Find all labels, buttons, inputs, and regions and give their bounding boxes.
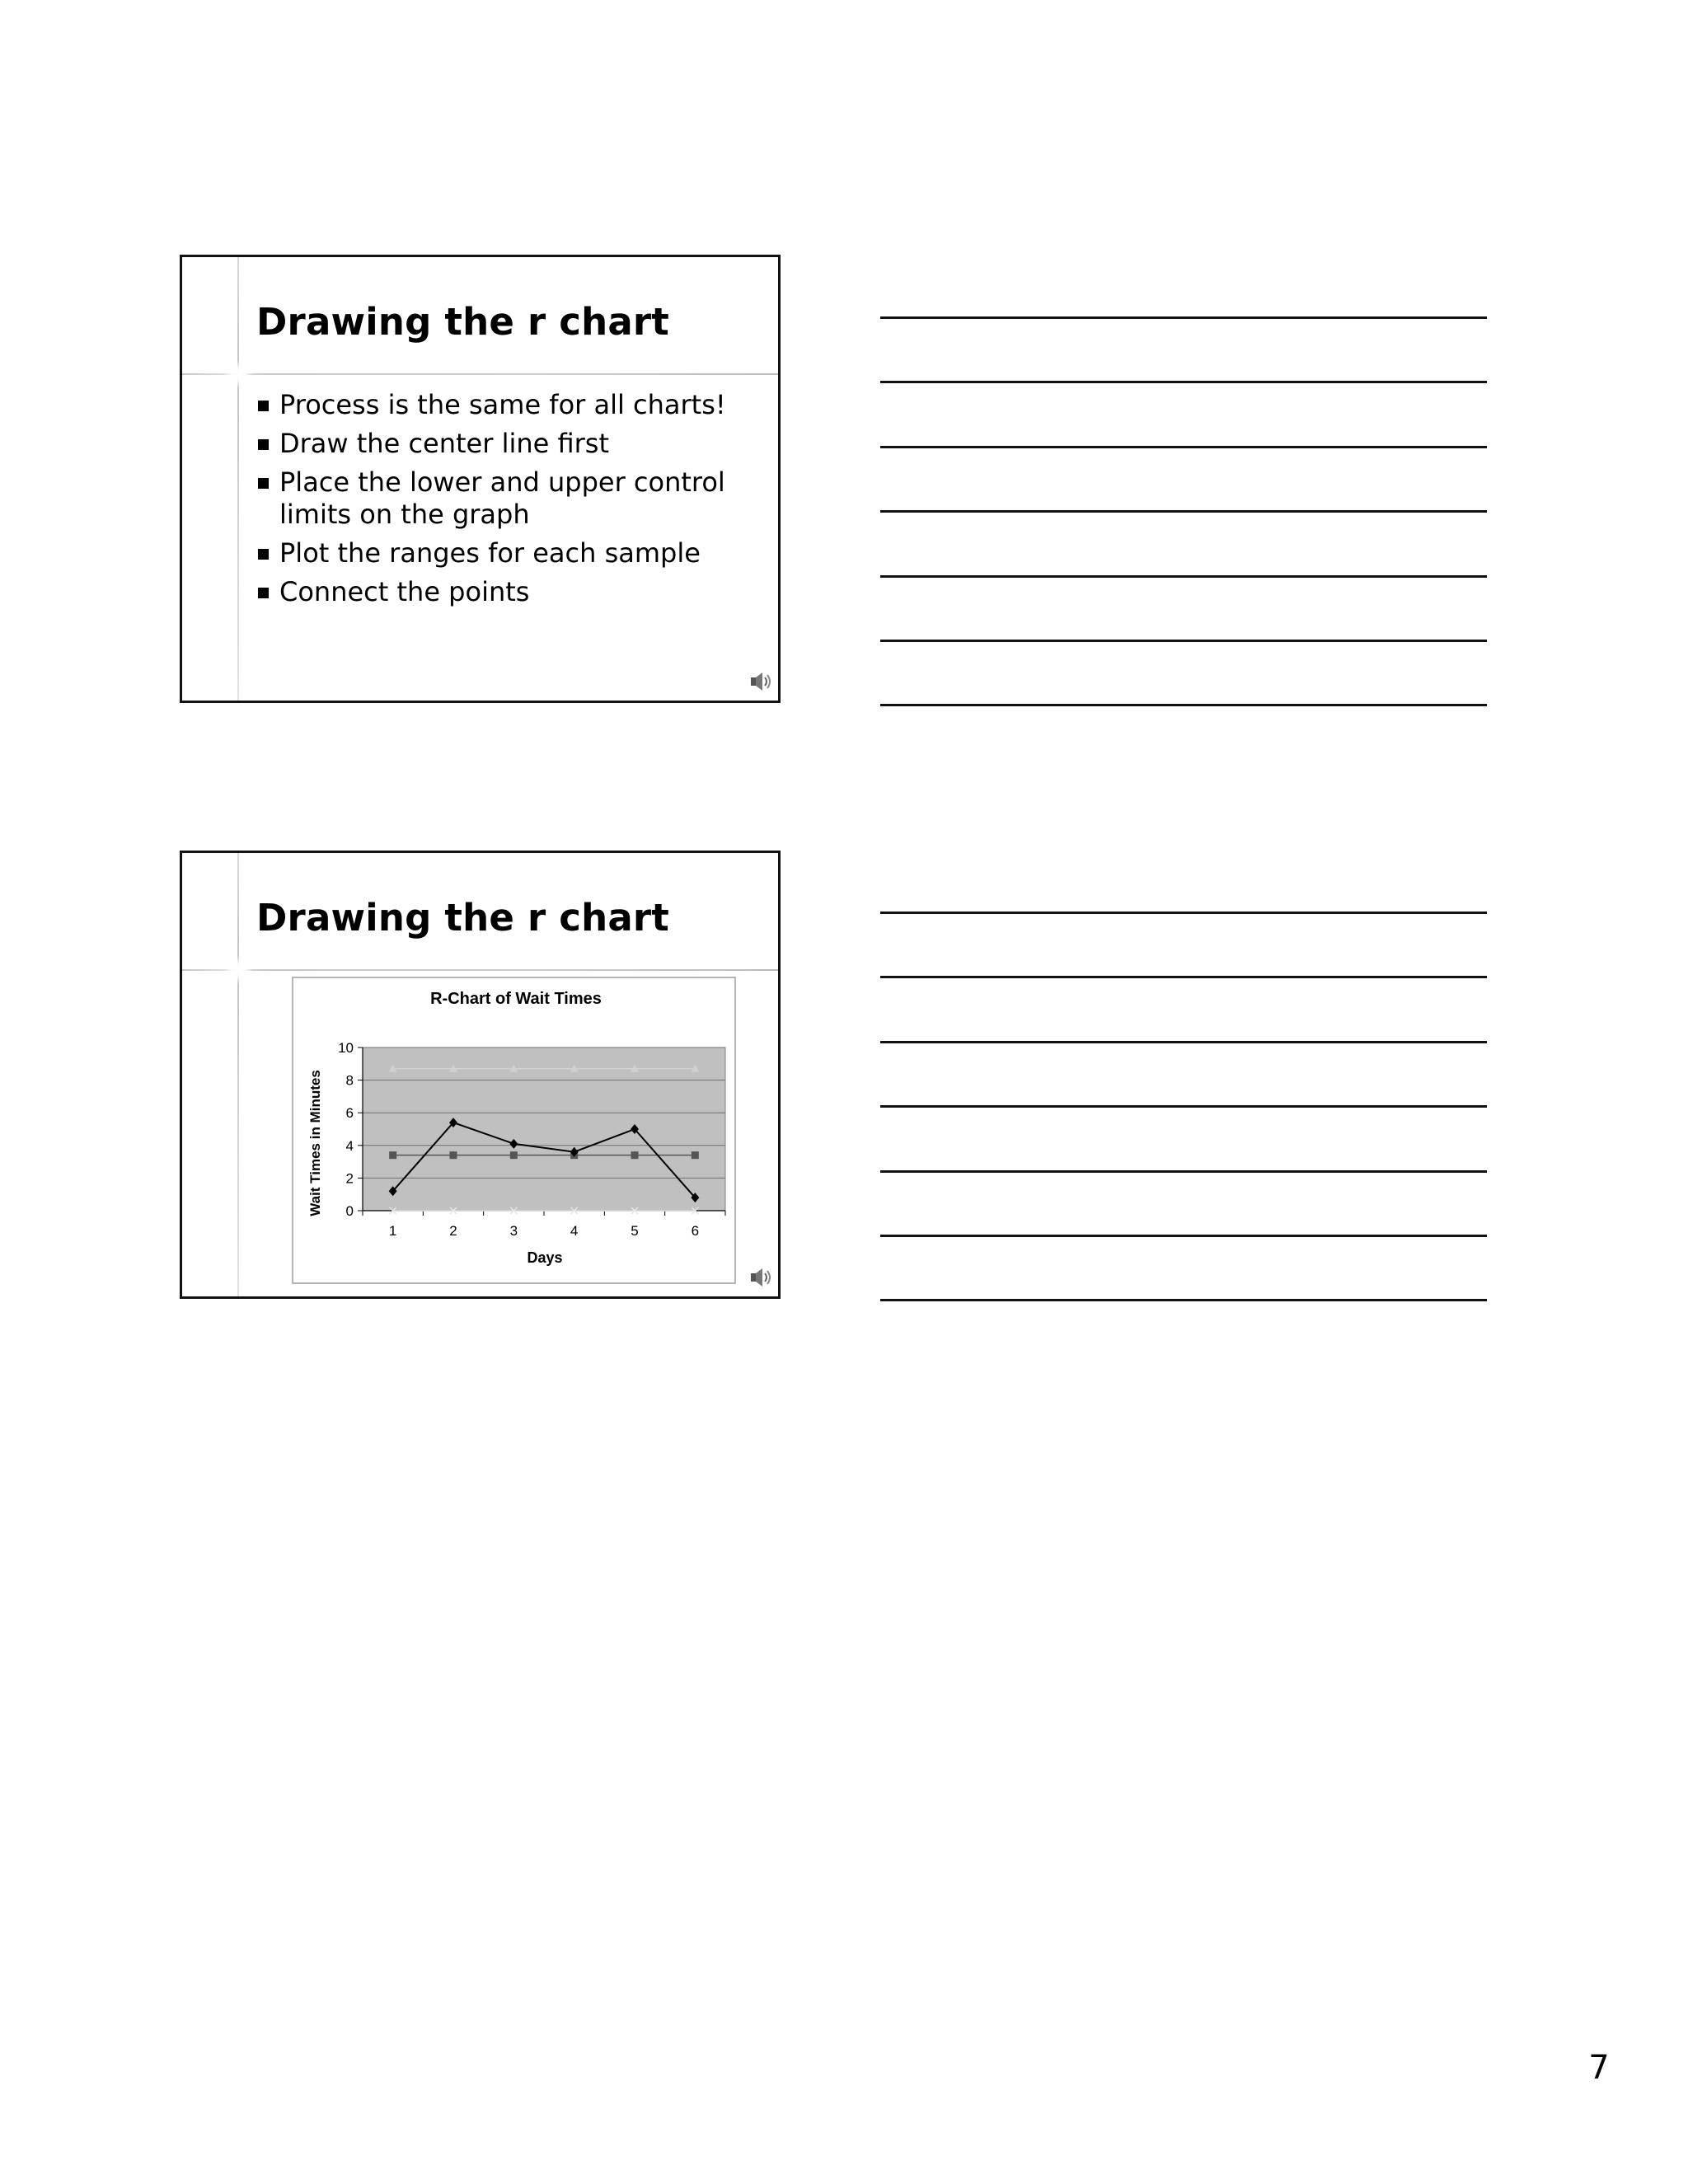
slide-2 bbox=[180, 851, 781, 1299]
y-tick-label: 10 bbox=[338, 1040, 354, 1056]
data-point bbox=[450, 1151, 457, 1159]
square-bullet-icon bbox=[258, 439, 269, 450]
note-line bbox=[880, 912, 1487, 914]
x-tick-label: 5 bbox=[631, 1223, 639, 1239]
x-tick-label: 1 bbox=[388, 1223, 397, 1239]
bullet-text: Draw the center line first bbox=[279, 428, 610, 459]
slide-vertical-rule bbox=[237, 257, 239, 701]
bullet-item bbox=[256, 389, 751, 421]
slide-horizontal-rule bbox=[182, 373, 778, 375]
r-chart bbox=[293, 978, 734, 1282]
note-line bbox=[880, 1299, 1487, 1301]
data-point bbox=[692, 1151, 699, 1159]
slide-title: Drawing the r chart bbox=[256, 896, 669, 940]
y-axis-label: Wait Times in Minutes bbox=[307, 1070, 323, 1216]
y-tick-label: 8 bbox=[345, 1072, 354, 1089]
bullet-text: Process is the same for all charts! bbox=[279, 389, 726, 420]
square-bullet-icon bbox=[258, 588, 269, 598]
note-line bbox=[880, 575, 1487, 578]
slide-1 bbox=[180, 255, 781, 703]
bullet-item bbox=[256, 428, 751, 460]
note-line bbox=[880, 316, 1487, 319]
bullet-item bbox=[256, 537, 751, 569]
rule-glow bbox=[223, 359, 253, 389]
note-line bbox=[880, 704, 1487, 706]
square-bullet-icon bbox=[258, 401, 269, 411]
x-axis-label: Days bbox=[527, 1249, 563, 1266]
bullet-text: Place the lower and upper control limits on the graph bbox=[279, 466, 725, 530]
bullet-item bbox=[256, 576, 751, 608]
chart-frame bbox=[292, 977, 736, 1284]
note-line bbox=[880, 1170, 1487, 1173]
bullet-text: Plot the ranges for each sample bbox=[279, 537, 701, 569]
bullet-list bbox=[256, 389, 751, 615]
data-point bbox=[389, 1151, 396, 1159]
chart-title: R-Chart of Wait Times bbox=[430, 990, 602, 1008]
speaker-icon[interactable] bbox=[748, 669, 773, 694]
y-tick-label: 0 bbox=[345, 1203, 354, 1219]
x-tick-label: 4 bbox=[570, 1223, 579, 1239]
plot-area bbox=[338, 1040, 725, 1239]
square-bullet-icon bbox=[258, 478, 269, 489]
y-tick-label: 4 bbox=[345, 1137, 354, 1154]
note-line bbox=[880, 381, 1487, 383]
x-tick-label: 6 bbox=[691, 1223, 700, 1239]
slide-title: Drawing the r chart bbox=[256, 300, 669, 344]
square-bullet-icon bbox=[258, 549, 269, 560]
note-line bbox=[880, 1041, 1487, 1043]
y-tick-label: 2 bbox=[345, 1170, 354, 1187]
note-line bbox=[880, 1105, 1487, 1108]
x-tick-label: 3 bbox=[509, 1223, 518, 1239]
note-line bbox=[880, 976, 1487, 978]
rule-glow bbox=[223, 955, 253, 985]
note-line bbox=[880, 1235, 1487, 1237]
data-point bbox=[510, 1151, 518, 1159]
x-tick-label: 2 bbox=[449, 1223, 457, 1239]
plot-background bbox=[363, 1047, 725, 1211]
y-tick-label: 6 bbox=[345, 1105, 354, 1122]
data-point bbox=[631, 1151, 639, 1159]
note-line bbox=[880, 510, 1487, 513]
bullet-text: Connect the points bbox=[279, 576, 530, 607]
slide-horizontal-rule bbox=[182, 969, 778, 971]
speaker-icon[interactable] bbox=[748, 1265, 773, 1290]
note-line bbox=[880, 640, 1487, 642]
page-number: 7 bbox=[1588, 2049, 1610, 2087]
bullet-item bbox=[256, 466, 751, 531]
slide-vertical-rule bbox=[237, 853, 239, 1296]
note-line bbox=[880, 446, 1487, 448]
